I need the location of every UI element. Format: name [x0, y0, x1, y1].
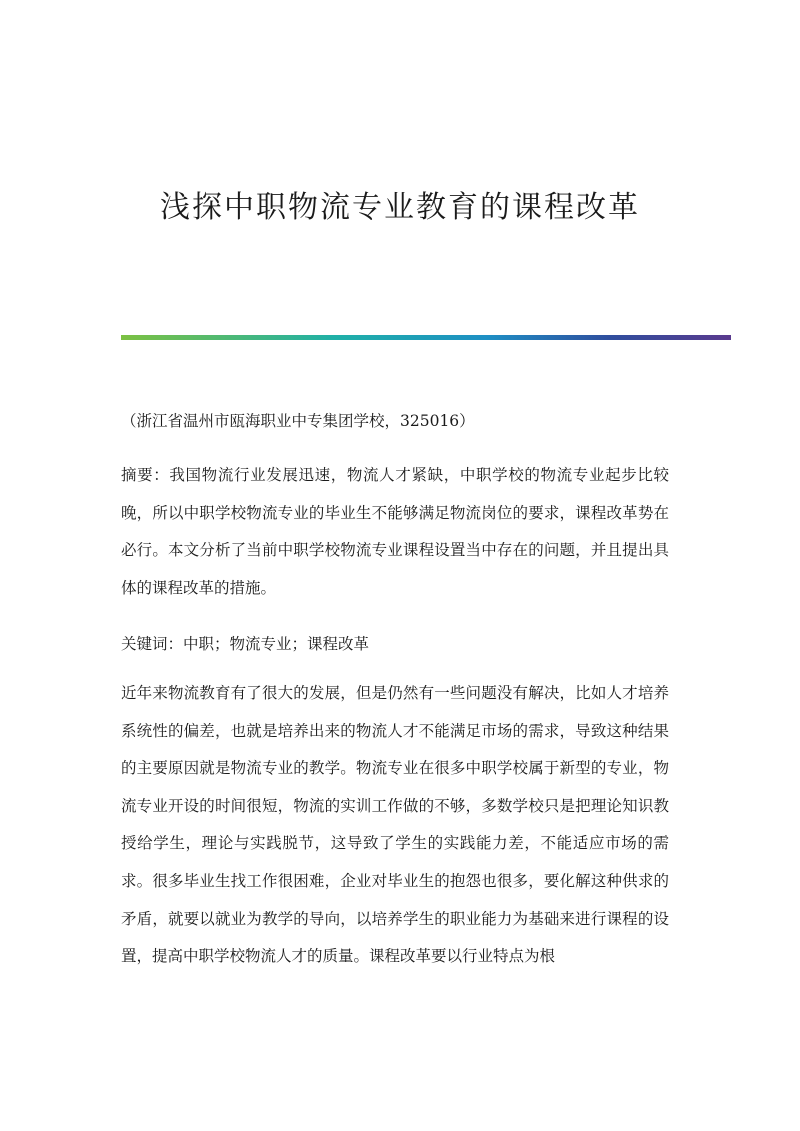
- document-title: 浅探中职物流专业教育的课程改革: [160, 190, 640, 225]
- body-paragraph: 近年来物流教育有了很大的发展，但是仍然有一些问题没有解决，比如人才培养系统性的偏差，也就是培养出来的物流人才不能满足市场的需求，导致这种结果的主要原因就是物流专业的教学。物流专业在很多中职学校属于新型的专业，物流专业开设的时间很短，物流的实训工作做的不够，多数学校只是把理论知识教授给学生，理论与实践脱节，这导致了学生的实践能力差，不能适应市场的需求。很多毕业生找工作很困难，企业对毕业生的抱怨也很多，要化解这种供求的矛盾，就要以就业为教学的导向，以培养学生的职业能力为基础来进行课程的设置，提高中职学校物流人才的质量。课程改革要以行业特点为根: [121, 684, 669, 966]
- abstract-paragraph: 摘要：我国物流行业发展迅速，物流人才紧缺，中职学校的物流专业起步比较晚，所以中职学校物流专业的毕业生不能够满足物流岗位的要求，课程改革势在必行。本文分析了当前中职学校物流专业课程设置当中存在的问题，并且提出具体的课程改革的措施。: [121, 466, 669, 597]
- keywords-line: 关键词：中职；物流专业；课程改革: [121, 635, 370, 653]
- title-divider: [121, 335, 731, 340]
- author-affiliation: （浙江省温州市瓯海职业中专集团学校，325016）: [121, 412, 475, 430]
